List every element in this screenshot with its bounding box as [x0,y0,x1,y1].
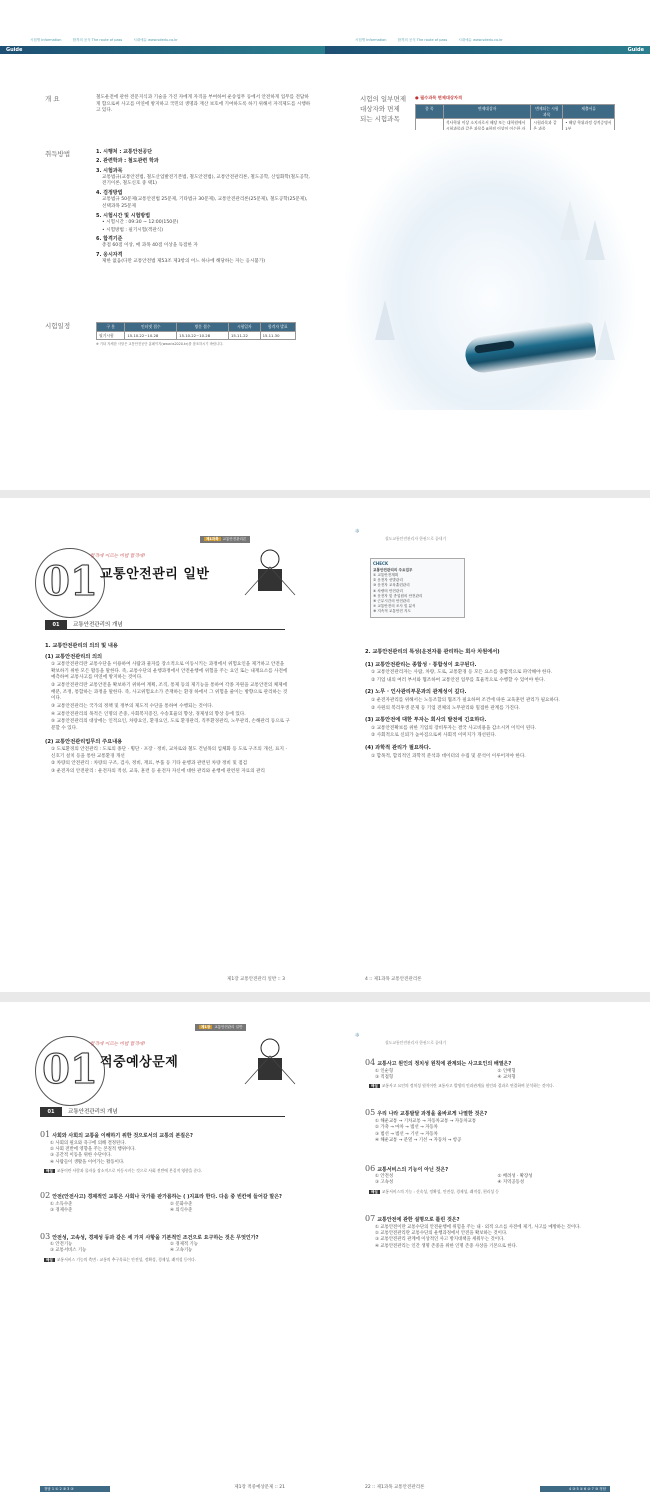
mascot-illustration [240,543,300,598]
spread-chapter [0,498,650,992]
question: 07 교통안전에 관한 설명으로 틀린 것은? [365,1213,460,1223]
page-questions-left [0,1002,325,1500]
question: 04 교통사고 원인의 정치성 원칙에 관계되는 사고요인의 배열은? [365,1058,512,1067]
page-guide-right [325,0,650,490]
method-title: 취득방법 [45,150,71,158]
running-header: 시험명 Information 합격의 공식 The route of pass 시대에듀 www.sdedu.co.kr [355,38,503,42]
answer-bar: 정답 1 ① 2 ③ 3 ③ [40,1486,110,1492]
schedule-table: 구 분 인터넷 접수 방문 접수 시험일자 합격자 발표 필기시험 15.10.22~10.28 15.10.22~10.28 15.11.22 15.11.30 ※ 기타 자세한 사항은 교통안전공단 홈페이지(www.ts2020.kr)를 참조하시기 바랍니다. [96,322,296,347]
page-footer: 22 :: 제1과목 교통안전관리론 [365,1485,425,1491]
chapter-subtitle: 합격에 이르는 비법 합격에! [90,554,146,559]
explanation: 해설 교통사고 요인의 정치성 원칙이란 교통사고 발생의 인과관계를 원인과 결과로 연결하여 분석하는 것이다. [371,1083,554,1089]
page-questions-right [325,1002,650,1500]
page-guide-left [0,0,325,490]
overview-title: 개 요 [45,95,60,103]
guide-bar: Guide [0,46,325,54]
chapter-title: 교통안전관리 일반 [100,567,210,582]
running-header: 철도교통안전관리자 한권으로 끝내기 [385,536,447,541]
explanation: 해설 교통서비스 기능의 측면 : 교통의 추구목표는 안전성, 정확성, 경제성, 쾌적성 등이다. [46,1256,196,1262]
right-body: 2. 교통안전관리의 특성(운전자를 관리하는 회사 차원에서) (1) 교통안전관리는 종합성 · 통합성이 요구된다. ① 교통안전관리자는 사람, 차량, 도로, 교통환경 등 모든 요소를 종합적으로 파악해야 한다. ② 기업 내의 여러 부서와 협조하여 교통안전 업무를 효율적으로 수행할 수 있어야 한다. (2) 노무 · 인사관리부문과의 관계성이 깊다. ① 운전자관리를 위해서는 노동조합의 협조가 필요하며 조건에 따른 교육훈련 관리가 필요하다. ② 사원의 복리후생 문제 등 기업 전체의 노무관리와 밀접한 관계를 가진다. (3) 교통안전에 대한 투자는 회사의 발전에 긴요하다. ① 교통안전확보를 위한 기업의 장비투자는 결국 사고비용을 감소시켜 이익이 된다. ② 사회적으로 신뢰가 높아짐으로써 사회적 이미지가 개선된다. (4) 과학적 관리가 필요하다. ① 합목적, 합리적인 과학적 분석과 데이터의 수집 및 분석이 이루어져야 한다. [365,649,560,759]
exempt-caption: ● 필수과목 면제대상자격 [415,95,463,100]
page-chapter-left [0,498,325,992]
answer-bar: 4 ③ 5 ① 6 ② 7 ③ 정답 [540,1486,610,1492]
question: 03 안전성, 고속성, 경제성 등과 같은 세 가지 사항을 기본적인 조건으로 요구하는 것은 무엇인가? [40,1231,259,1241]
question: 05 우리 나라 교통발달 과정을 올바르게 나열한 것은? [365,1108,488,1118]
schedule-title: 시험일정 [45,322,71,330]
questions-left: 01 사회와 사회의 교통을 이해하기 위한 것으로서의 교통의 본질은? ① 사회의 필요와 욕구에 의해 결정된다. ② 사회 전반에 영향을 주는 본질적 행위이다. ③ 공간적 이동을 위한 수단이다. ④ 사람들이 생활을 이어가는 활동이다. 해설 교통이란 사람과 물자를 장소적으로 이동시키는 것으로 사회 전반에 본질적 영향을 준다. 02 안전(안전사고) 경제적인 교통은 사회나 국가를 판가름하는 ( )지표라 한다. 다음 중 빈칸에 들어갈 말은? ① 소득수준 ② 문화수준 ③ 경제수준 ④ 의식수준 03 안전성, 고속성, 경제성 등과 같은 세 가지 사항을 기본적인 조건으로 요구하는 것은 무엇인가? ① 안전기능 ② 경제적 기능 ③ 교통서비스 기능 ④ 고속기능 해설 교통서비스 기능의 측면 : 교통의 추구목표는 안전성, 정확성, 경제성, 쾌적성 등이다. [40,1124,290,1263]
snowflake-icon: ❄ [355,1032,361,1039]
schedule-note: ※ 기타 자세한 사항은 교통안전공단 홈페이지(www.ts2020.kr)를 참조하시기 바랍니다. [96,342,224,346]
chapter-number: 01 [35,548,105,618]
page-footer: 4 :: 제1과목 교통안전관리론 [365,977,422,983]
left-body: 1. 교통안전관리의 의의 및 내용 (1) 교통안전관리의 의의 ① 교통안전관리란 교통수단을 이용하여 사람과 물자를 장소적으로 이동시키는 과정에서 위험요인을 제거하고 안전을 확보하기 위한 모든 활동을 말한다. 즉, 교통수단의 운행과정에서 안전운행에 위험을 주는 요인 또는 내재요소를 사전에 예측하여 교통사고를 미연에 방지하는 것이다. ② 교통안전관리란 교통안전을 확보하기 위하여 계획, 조직, 통제 등의 제기능을 통하여 각종 자원을 교통안전의 체제에 배분, 조정, 통합하는 과정을 말한다. 즉, 사고위험요소가 존재하는 환경 하에서 그 위험을 줄이는 방향으로 관리하는 것이다. ③ 교통안전관리는 국가의 정책 및 정부의 제도적 수단을 통하여 수행되는 것이다. ④ 교통안전관리의 목적은 인명의 존중, 사회복지증진, 수송효율의 향상, 경제성의 향상 등에 있다. ⑤ 교통안전관리의 대상에는 인적요인, 차량요인, 환경요인, 도로 환경관리, 직무환경관리, 노무관리, 손해관리 등으로 구분할 수 있다. (2) 교통안전관리업무의 주요내용 ① 도로환경의 안전관리 : 도로의 종단 · 횡단 · 포장 · 정비, 교차로와 철도 건널목의 입체화 등 도로 구조의 개선, 표지 · 신호기 설치 등을 통한 교통환경 개선 ② 차량의 안전관리 : 차량의 구조, 검사, 정비, 재료, 부품 등 기타 운행과 관련된 차량 정비 및 점검 ③ 운전자의 안전관리 : 운전자의 적성, 교육, 훈련 등 운전자 자신에 대한 관리와 운행에 관련된 자료의 관리 [45,643,290,775]
spread-guide [0,0,650,490]
check-box: CHECK 교통안전관리의 주요업무 ① 교통안전계획 ② 운전자 선발관리 ③ 운전자 교육훈련관리 ④ 차량의 안전관리 ⑤ 운전자 및 종업원의 안전관리 ⑥ 근무시간의 안전관리 ⑦ 교통안전의 조사 및 분석 ⑧ 지속적 교통안전 지도 [370,558,465,618]
exempt-table: 종 목 면제대상자 면제되는 시험과목 제출서류 석사학위 이상 소지자로서 해당 또는 대학원에서 시험과목과 같은 과목을 8학점 이상이 이수한 자 시험과목과 같은 과목 • 해당 학위과정 성적증명서 1부 [415,104,615,175]
running-header: 시험명 Information 합격의 공식 The route of pass 시대에듀 www.sdedu.co.kr [30,38,178,42]
chapter-title: 적중예상문제 [100,1055,179,1070]
page-footer: 제1장 적중예상문제 :: 21 [234,1485,285,1491]
question: 02 안전(안전사고) 경제적인 교통은 사회나 국가를 판가름하는 ( )지표라 한다. 다음 중 빈칸에 들어갈 말은? [40,1191,282,1201]
exempt-title: 시험의 일부면제 대상자와 면제 되는 시험과목 [360,95,407,123]
explanation: 해설 교통서비스의 기능 : 신속성, 정확성, 안전성, 경제성, 쾌적성, 편리성 등 [371,1188,499,1194]
overview-text: 철도운전에 관한 전문지식과 기술을 가진 자에게 자격을 부여하여 운송업무 등에서 안전하게 업무를 전담하게 함으로써 사고를 미연에 방지하고 국민의 생명과 재산 보호에 기여하도록 하기 위해서 자격제도를 시행하고 있다. [96,95,311,114]
section-bar: 01 교통안전관리의 개념 [45,620,285,630]
page-footer: 제1장 교통안전관리 일반 :: 3 [227,977,285,983]
snowflake-icon: ❄ [355,528,361,535]
guide-bar: Guide [325,46,650,54]
explanation: 해설 교통이란 사람과 물자를 장소적으로 이동시키는 것으로 사회 전반에 본질적 영향을 준다. [46,1168,203,1174]
chapter-tag: 제1과목 교통안전관리론 [200,536,250,543]
spread-questions [0,1002,650,1500]
chapter-tag: 제1장 교통안전관리 일반 [195,1024,246,1031]
question: 01 사회와 사회의 교통을 이해하기 위한 것으로서의 교통의 본질은? [40,1130,193,1139]
method-list: 1. 시행처 : 교통안전공단 2. 관련학과 : 철도관련 학과 3. 시험과목 교통법규(교통안전법, 철도산업발전기본법, 철도안전법), 교통안전관리론, 철도공학, 산업화학(철도공학, 전기이론, 철도신호 중 택1) 4. 검정방법 교통법규 50문제(교통안전법 25문제, 기타법규 30문제), 교통안전관리론(25문제), 철도공학(25문제), 선택과목 25문제 5. 시험시간 및 시험방법 • 시험시간 : 09:30 ~ 12:00(150분) • 시험방법 : 필기시험(객관식) 6. 합격기준 총점 60점 이상, 매 과목 40점 이상을 득점한 자 7. 응시자격 제한 없음(다만 교통안전법 제53조 제3항의 어느 하나에 해당하는 자는 응시불가) [96,149,310,265]
running-header: 철도교통안전관리자 한권으로 끝내기 [385,1040,447,1045]
page-chapter-right [325,498,650,992]
chapter-subtitle: 합격에 이르는 비법 합격에! [90,1042,146,1047]
section-bar: 01 교통안전관리의 개념 [40,1107,285,1117]
mascot-illustration [240,1032,300,1087]
chapter-number: 01 [35,1036,105,1106]
questions-right: 04 교통사고 원인의 정치성 원칙에 관계되는 사고요인의 배열은? ① 인순형 ② 인배형 ③ 직접형 ④ 교차형 해설 교통사고 요인의 정치성 원칙이란 교통사고 발생의 인과관계를 원인과 결과로 연결하여 분석하는 것이다. 05 우리 나라 교통발달 과정을 올바르게 나열한 것은? ① 해운교통 → 기차교통 → 자동차교통 → 자동차교통 ② 가축 → 마차 → 범선 → 자동차 ③ 범선 → 범선 → 기선 → 자동차 ④ 해운교통 → 분열 → 기선 → 자동차 → 항공 06 교통서비스의 기능이 아닌 것은? ① 안전성 ② 배려성 · 확장성 ③ 고속성 ④ 지역공동성 해설 교통서비스의 기능 : 신속성, 정확성, 안전성, 경제성, 쾌적성, 편리성 등 07 교통안전에 관한 설명으로 틀린 것은? ① 교통안전이란 교통수단의 안전운행에 위험을 주는 내 · 외적 요소를 사전에 제거, 사고를 예방하는 것이다. ② 교통안전관리란 교통수단의 운행과정에서 안전을 확보하는 것이다. ③ 교통안전관리 관계에 이상적인 사고 방지대책을 세워두는 것이다. ④ 교통안전관리는 인간 생명 존중을 위한 인명 존중 사상을 기본으로 한다. [365,1052,620,1250]
question: 06 교통서비스의 기능이 아닌 것은? [365,1163,449,1173]
